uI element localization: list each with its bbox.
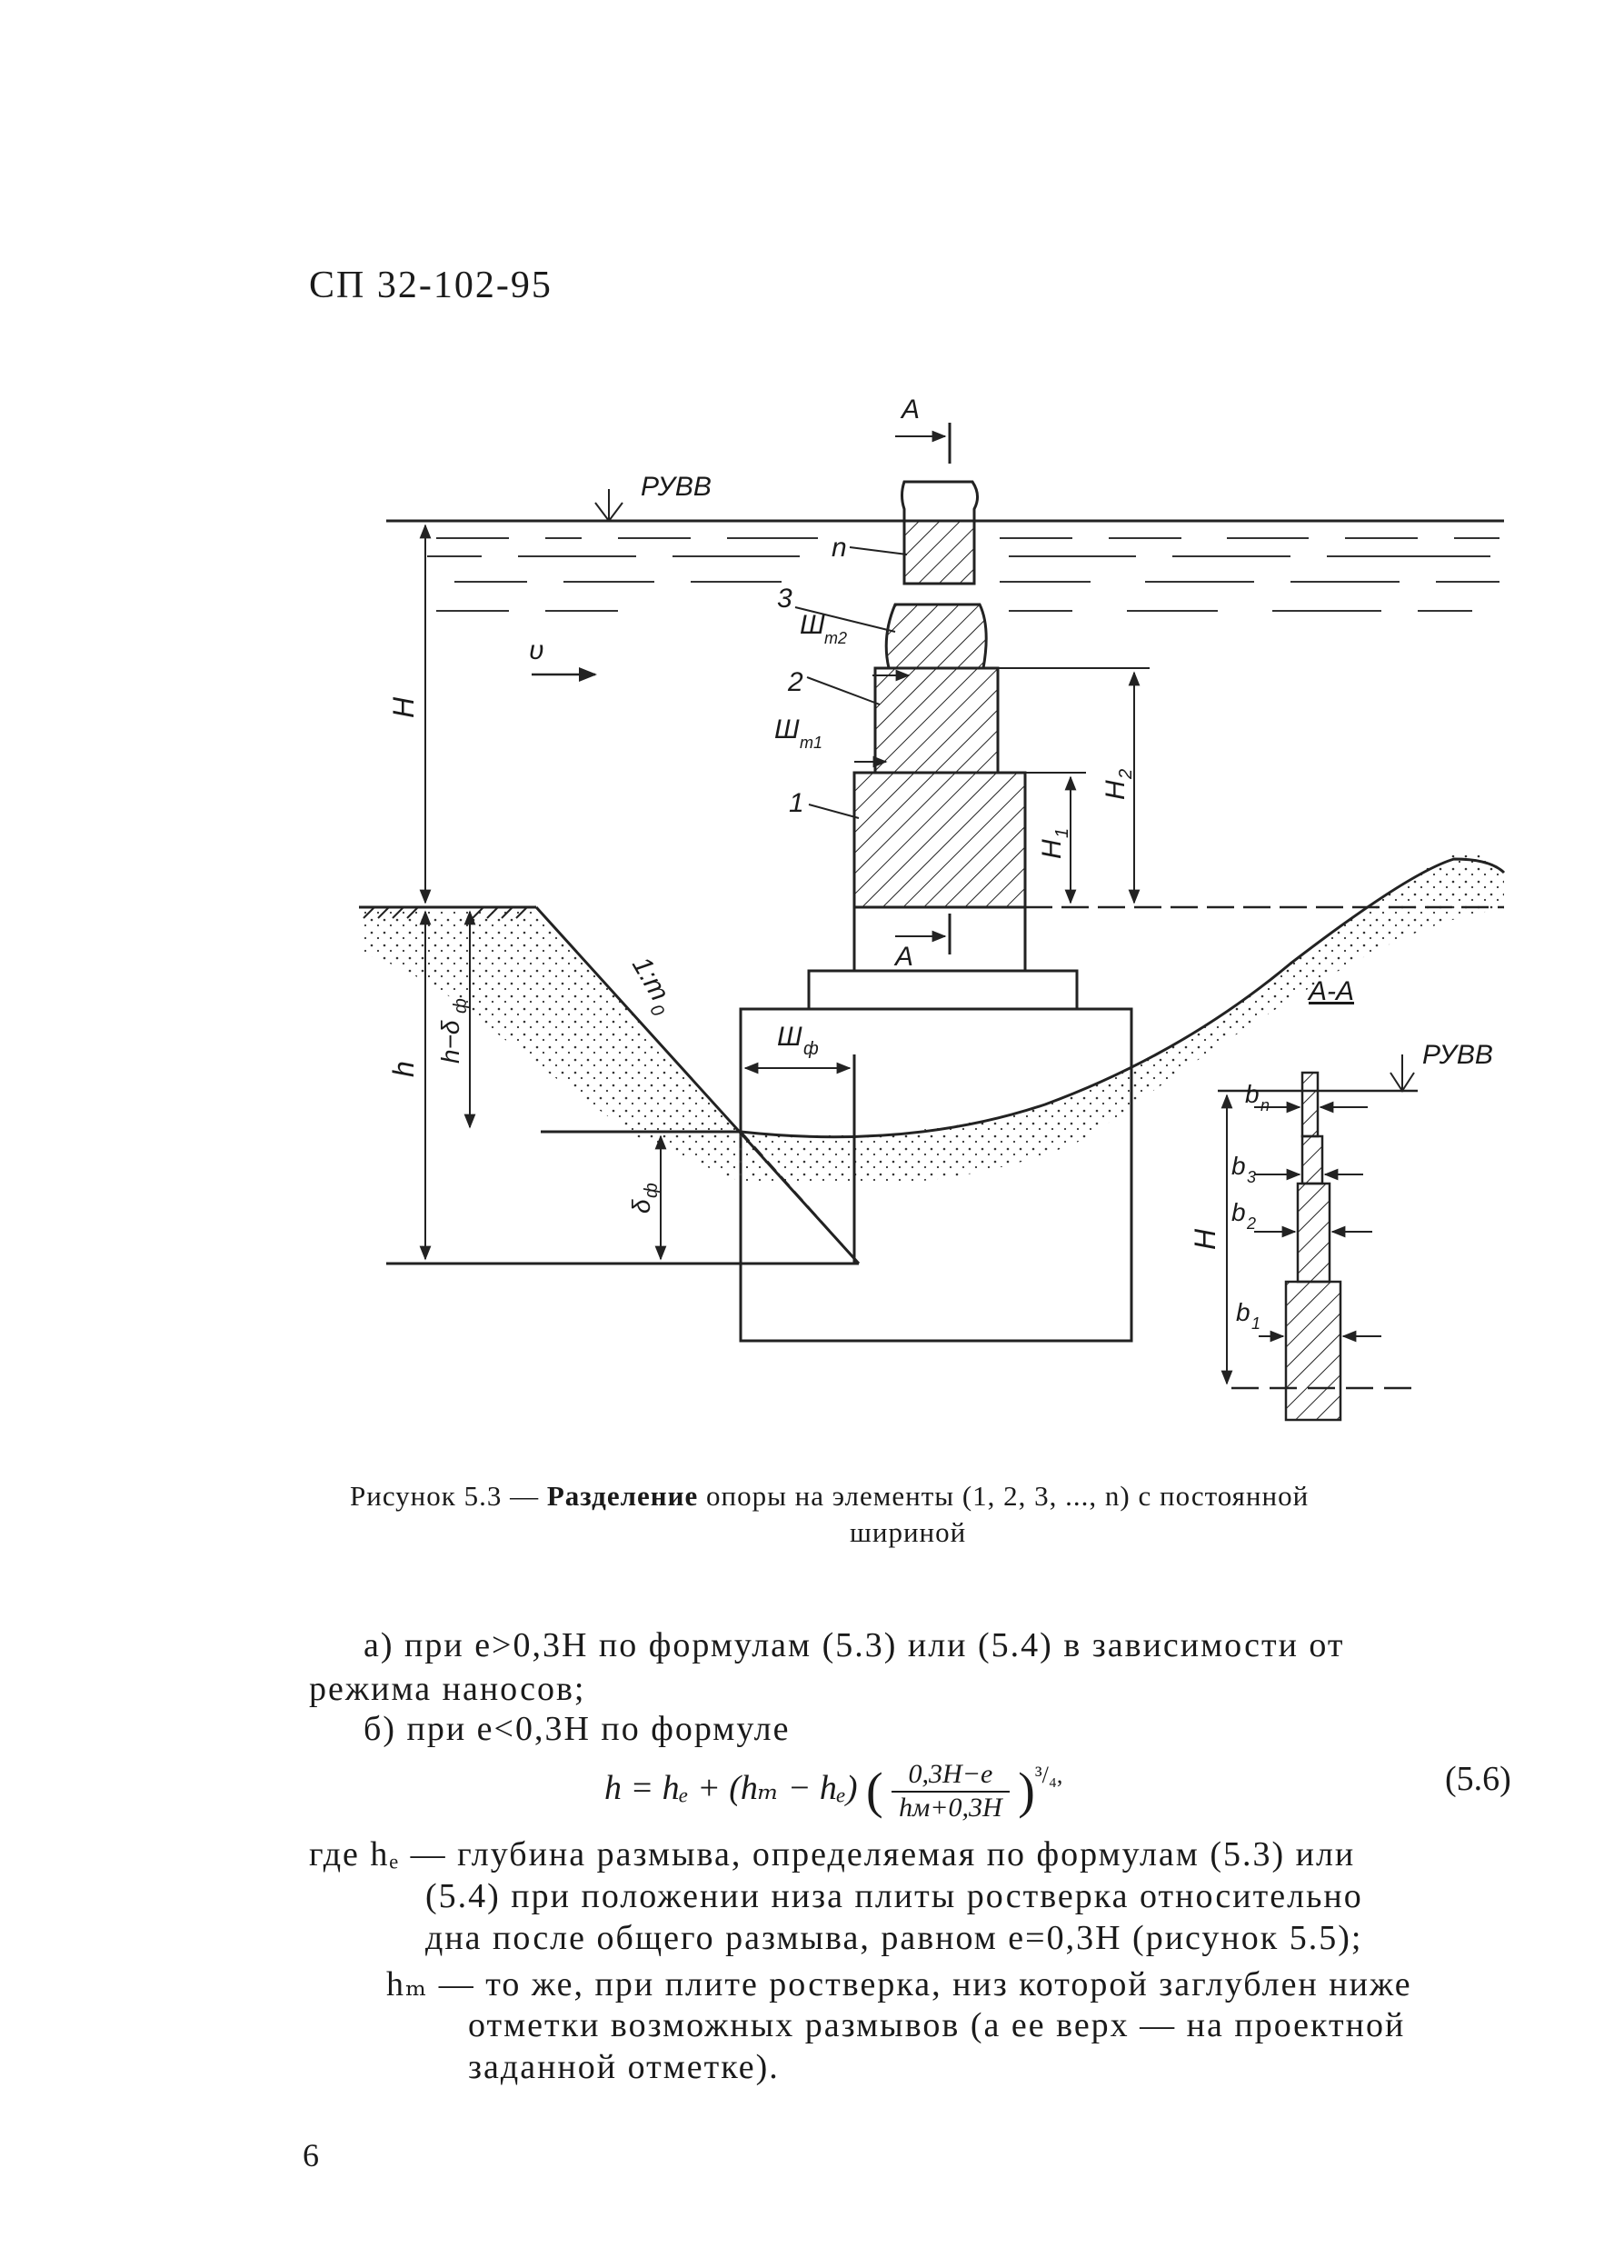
delta-f-label: δ (627, 1199, 655, 1214)
section-H-label: H (1189, 1228, 1221, 1250)
bn-subscript: n (1260, 1096, 1270, 1114)
figure-caption (350, 1480, 1309, 1513)
formula-lhs: h = hₑ + (hₘ − hₑ) (604, 1769, 858, 1808)
sh-t1-label: Ш (774, 714, 800, 744)
document-code: СП 32-102-95 (309, 265, 553, 306)
slope-label: 1:m (625, 952, 675, 1006)
definition-hm: hₘ — то же, при плите ростверка, низ которой заглублен ниже (386, 1965, 1412, 2003)
definition-hm-line2: отметки возможных размывов (а ее верх — на проектной (468, 2006, 1406, 2044)
element-3-label: 3 (777, 584, 792, 614)
pier-element-3 (886, 604, 986, 668)
definition-he: где hₑ — глубина размыва, определяемая по формулам (5.3) или (309, 1835, 1356, 1873)
sh-f-label: Ш (777, 1022, 802, 1052)
formula-5-6: h = hₑ + (hₘ − hₑ) ( $\frac{0,3H-e}{hм+0,3H}$ )$^{^3/_4,}$ (604, 1759, 1063, 1823)
figure-caption-line2: шириной (850, 1516, 967, 1548)
element-n-label: n (832, 533, 847, 563)
H1-subscript: 1 (1052, 827, 1072, 838)
element-1-label: 1 (789, 788, 804, 818)
list-item-a-cont: режима наносов; (309, 1670, 586, 1708)
b2-label: b (1231, 1198, 1246, 1226)
caption-rest: опоры на элементы (1, 2, 3, ..., n) с постоянной (698, 1480, 1310, 1512)
b3-label: b (1231, 1152, 1246, 1180)
section-a-bottom-label: А (895, 942, 914, 972)
b1-subscript: 1 (1251, 1314, 1261, 1333)
formula-numerator: 0,3H−e (892, 1759, 1010, 1793)
h-minus-delta-subscript: ф (451, 998, 471, 1014)
element-2-label: 2 (788, 667, 803, 697)
b2-subscript: 2 (1247, 1214, 1257, 1233)
section-aa-diagram (1218, 1054, 1418, 1420)
b1-label: b (1236, 1298, 1250, 1326)
caption-prefix: Рисунок 5.3 — (350, 1480, 547, 1512)
list-item-b: б) при e<0,3H по формуле (364, 1710, 791, 1748)
sh-f-subscript: ф (803, 1039, 819, 1059)
H2-label: H (1101, 780, 1131, 800)
definition-he-line3: дна после общего размыва, равном e=0,3H (рисунок 5.5); (425, 1919, 1363, 1957)
pier-element-n (904, 521, 974, 584)
bn-label: b (1245, 1080, 1260, 1108)
page-number: 6 (303, 2137, 319, 2173)
ruvv-label: РУВВ (641, 472, 712, 502)
sh-t1-subscript: т1 (800, 734, 823, 752)
sh-t2-subscript: т2 (824, 629, 848, 647)
delta-f-subscript: ф (642, 1183, 662, 1198)
slope-subscript: 0 (645, 1001, 668, 1021)
section-a-top-label: А (902, 395, 921, 425)
formula-number: (5.6) (1445, 1760, 1511, 1798)
depth-H-label: H (387, 696, 420, 718)
pier-element-2 (875, 668, 998, 773)
H2-subscript: 2 (1116, 768, 1136, 779)
flow-velocity-label: υ (529, 635, 544, 665)
section-aa-title: А-А (1309, 976, 1355, 1006)
list-item-a: а) при e>0,3H по формулам (5.3) или (5.4) в зависимости от (364, 1626, 1345, 1664)
pile-cap (809, 971, 1077, 1009)
scour-depth-h-label: h (387, 1061, 420, 1077)
riverbed (359, 854, 1504, 1264)
pier-element-1 (854, 773, 1025, 907)
h-minus-delta-label: h−δ (436, 1020, 464, 1064)
formula-exponent: ³/₄, (1034, 1762, 1063, 1789)
definition-he-line2: (5.4) при положении низа плиты ростверка относительно (425, 1877, 1363, 1915)
ruvv-right-label: РУВВ (1422, 1040, 1493, 1070)
b3-subscript: 3 (1247, 1168, 1257, 1186)
definition-hm-line3: заданной отметке). (468, 2048, 780, 2086)
formula-denominator: hм+0,3H (899, 1792, 1002, 1823)
sh-t2-label: Ш (800, 610, 825, 640)
H1-label: H (1037, 839, 1067, 859)
caption-title: Разделение (546, 1480, 699, 1512)
formula-fraction (892, 1759, 1010, 1823)
